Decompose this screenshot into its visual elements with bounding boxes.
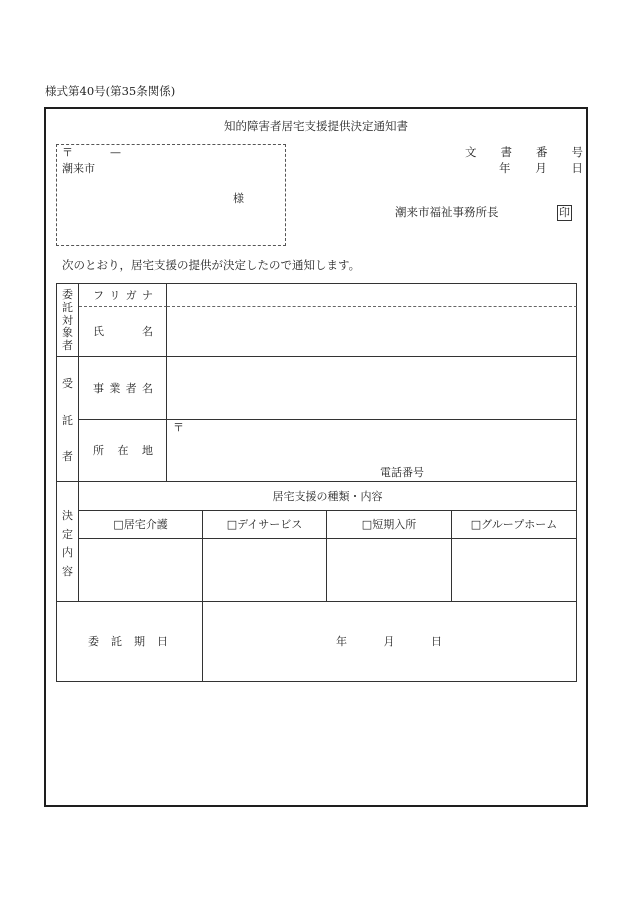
short-stay-content-cell xyxy=(327,539,452,602)
option-short-stay: □短期入所 xyxy=(361,518,417,531)
contractor-label: 受 託 者 xyxy=(62,377,73,463)
name-label: 氏 名 xyxy=(93,325,153,338)
option-short-stay-cell xyxy=(327,511,452,539)
postal-mark: 〒 xyxy=(62,146,73,159)
name-label-cell xyxy=(79,307,167,357)
form-title: 知的障害者居宅支援提供決定通知書 xyxy=(224,119,408,133)
decision-table xyxy=(56,283,577,682)
support-header: 居宅支援の種類・内容 xyxy=(272,489,383,503)
group-home-content-cell xyxy=(452,539,577,602)
location-value-cell xyxy=(167,420,577,482)
subject-label-cell xyxy=(57,284,79,357)
recipient-city: 潮来市 xyxy=(62,162,95,175)
form-number: 様式第40号(第35条関係) xyxy=(45,84,176,98)
issue-date-label: 年 月 日 xyxy=(499,161,583,175)
seal-stamp: 印 xyxy=(559,206,570,219)
contractor-label-cell xyxy=(57,357,79,482)
day-service-content-cell xyxy=(203,539,327,602)
furigana-value-cell xyxy=(167,284,577,307)
subject-label: 委 託 対 象 者 xyxy=(62,288,73,352)
option-day-service: □デイサービス xyxy=(226,518,303,531)
recipient-address-box xyxy=(56,144,286,246)
option-group-home: □グループホーム xyxy=(470,518,558,531)
period-date: 年 月 日 xyxy=(336,635,442,648)
document-number-label: 文 書 番 号 xyxy=(465,145,583,159)
phone-label: 電話番号 xyxy=(380,466,424,479)
decision-label-cell xyxy=(57,482,79,602)
option-home-care: □居宅介護 xyxy=(113,518,168,531)
postal-dash: — xyxy=(110,146,121,159)
location-label: 所 在 地 xyxy=(93,444,153,457)
furigana-label: フ リ ガ ナ xyxy=(93,288,153,302)
support-header-cell xyxy=(79,482,577,511)
location-label-cell xyxy=(79,420,167,482)
business-name-value-cell xyxy=(167,357,577,420)
period-label: 委 託 期 日 xyxy=(88,635,168,648)
option-home-care-cell xyxy=(79,511,203,539)
period-value-cell xyxy=(203,602,577,682)
business-name-label: 事 業 者 名 xyxy=(93,381,153,395)
recipient-honorific: 様 xyxy=(233,192,244,205)
business-name-label-cell xyxy=(79,357,167,420)
option-day-service-cell xyxy=(203,511,327,539)
period-label-cell xyxy=(57,602,203,682)
option-group-home-cell xyxy=(452,511,577,539)
name-value-cell xyxy=(167,307,577,357)
furigana-label-cell xyxy=(79,284,167,307)
decision-label: 決 定 内 容 xyxy=(62,509,73,578)
notice-text: 次のとおり，居宅支援の提供が決定したので通知します。 xyxy=(62,258,361,272)
issuer-name: 潮来市福祉事務所長 xyxy=(395,205,499,219)
home-care-content-cell xyxy=(79,539,203,602)
location-postal-mark: 〒 xyxy=(173,421,184,434)
